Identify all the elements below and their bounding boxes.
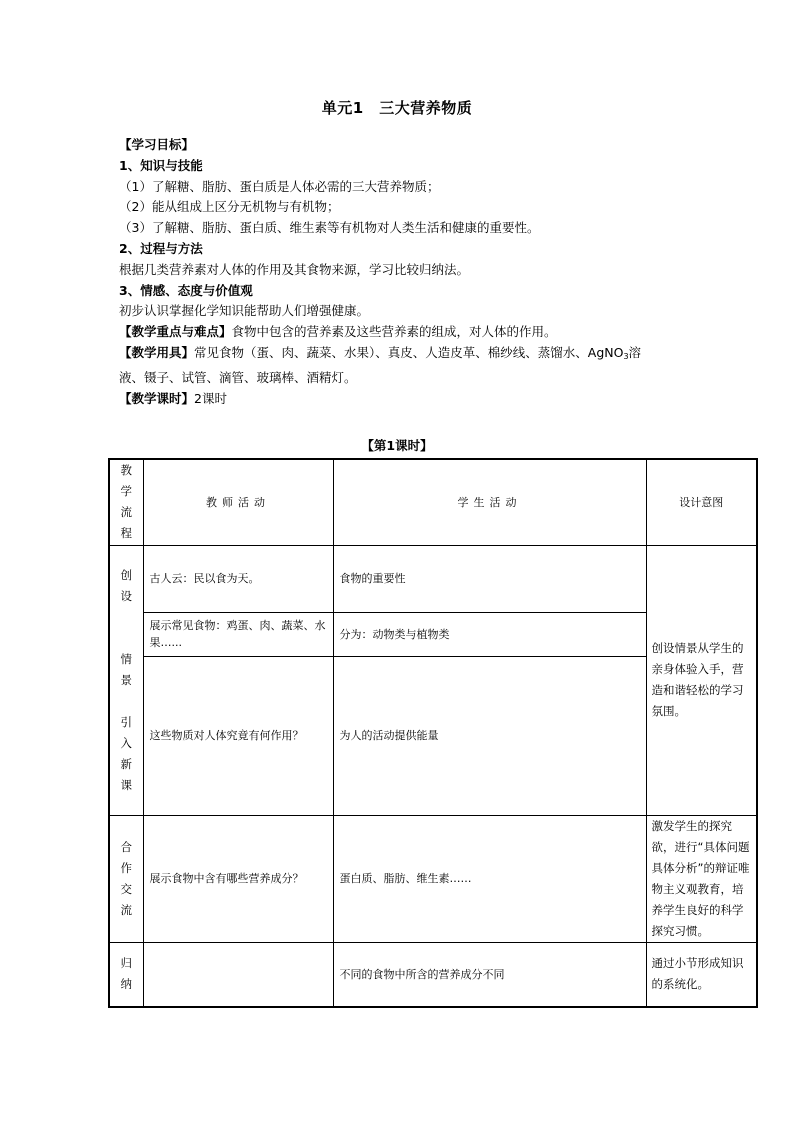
header-design-intent: 设计意图	[646, 459, 757, 545]
process-method-heading: 2、过程与方法	[119, 240, 203, 256]
stage-summary: 归 纳	[109, 942, 143, 1007]
lesson-plan-table	[108, 458, 758, 1008]
keypoints-label: 【教学重点与难点】	[119, 324, 232, 340]
header-flow: 教 学 流 程	[109, 459, 143, 545]
tools-text: 常见食物（蛋、肉、蔬菜、水果）、真皮、人造皮革、棉纱线、蒸馏水、AgNO	[194, 344, 624, 360]
tools-label: 【教学用具】	[119, 344, 195, 360]
teacher-activity: 展示食物中含有哪些营养成分？	[143, 815, 333, 942]
tools-subscript: 3	[623, 351, 629, 361]
header-teacher-activity: 教师活动	[143, 459, 333, 545]
teacher-activity	[143, 942, 333, 1007]
student-activity: 为人的活动提供能量	[333, 656, 646, 815]
stage-introduction: 创 设 情 景 引 入 新 课	[109, 545, 143, 815]
period-heading: 【第1课时】	[361, 438, 433, 453]
table-row	[109, 815, 757, 942]
student-activity: 蛋白质、脂肪、维生素……	[333, 815, 646, 942]
tools-text-end: 溶	[628, 344, 642, 360]
teacher-activity: 这些物质对人体究竟有何作用？	[143, 656, 333, 815]
tools-line-2: 液、镊子、试管、滴管、玻璃棒、酒精灯。	[119, 369, 357, 385]
stage-cooperation: 合 作 交 流	[109, 815, 143, 942]
design-intent: 通过小节形成知识的系统化。	[646, 942, 757, 1007]
design-intent: 创设情景从学生的亲身体验入手，营造和谐轻松的学习氛围。	[646, 545, 757, 815]
lesson-intro	[119, 135, 679, 409]
hours-label: 【教学课时】	[119, 390, 195, 406]
knowledge-skills-heading: 1、知识与技能	[119, 157, 203, 173]
attitude-values-text: 初步认识掌握化学知识能帮助人们增强健康。	[119, 303, 370, 319]
objective-item-3: （3）了解糖、脂肪、蛋白质、维生素等有机物对人类生活和健康的重要性。	[119, 220, 540, 236]
objective-item-2: （2）能从组成上区分无机物与有机物；	[119, 199, 340, 215]
student-activity: 食物的重要性	[333, 545, 646, 612]
process-method-text: 根据几类营养素对人体的作用及其食物来源，学习比较归纳法。	[119, 261, 470, 277]
teacher-activity: 展示常见食物：鸡蛋、肉、蔬菜、水果…...	[143, 612, 333, 656]
keypoints-line	[119, 322, 679, 343]
table-row	[109, 942, 757, 1007]
hours-line	[119, 389, 679, 410]
student-activity: 不同的食物中所含的营养成分不同	[333, 942, 646, 1007]
hours-text: 2课时	[194, 390, 227, 406]
design-intent: 激发学生的探究欲，进行“具体问题具体分析”的辩证唯物主义观教育，培养学生良好的科学探究习惯。	[646, 815, 757, 942]
page-title: 单元1 三大营养物质	[321, 99, 473, 117]
objective-item-1: （1）了解糖、脂肪、蛋白质是人体必需的三大营养物质；	[119, 178, 440, 194]
table-header-row	[109, 459, 757, 545]
student-activity: 分为：动物类与植物类	[333, 612, 646, 656]
table-row	[109, 545, 757, 612]
attitude-values-heading: 3、情感、态度与价值观	[119, 282, 253, 298]
keypoints-text: 食物中包含的营养素及这些营养素的组成，对人体的作用。	[231, 324, 557, 340]
header-student-activity: 学生活动	[333, 459, 646, 545]
objectives-heading: 【学习目标】	[119, 137, 195, 152]
tools-line	[119, 343, 679, 368]
teacher-activity: 古人云：民以食为天。	[143, 545, 333, 612]
